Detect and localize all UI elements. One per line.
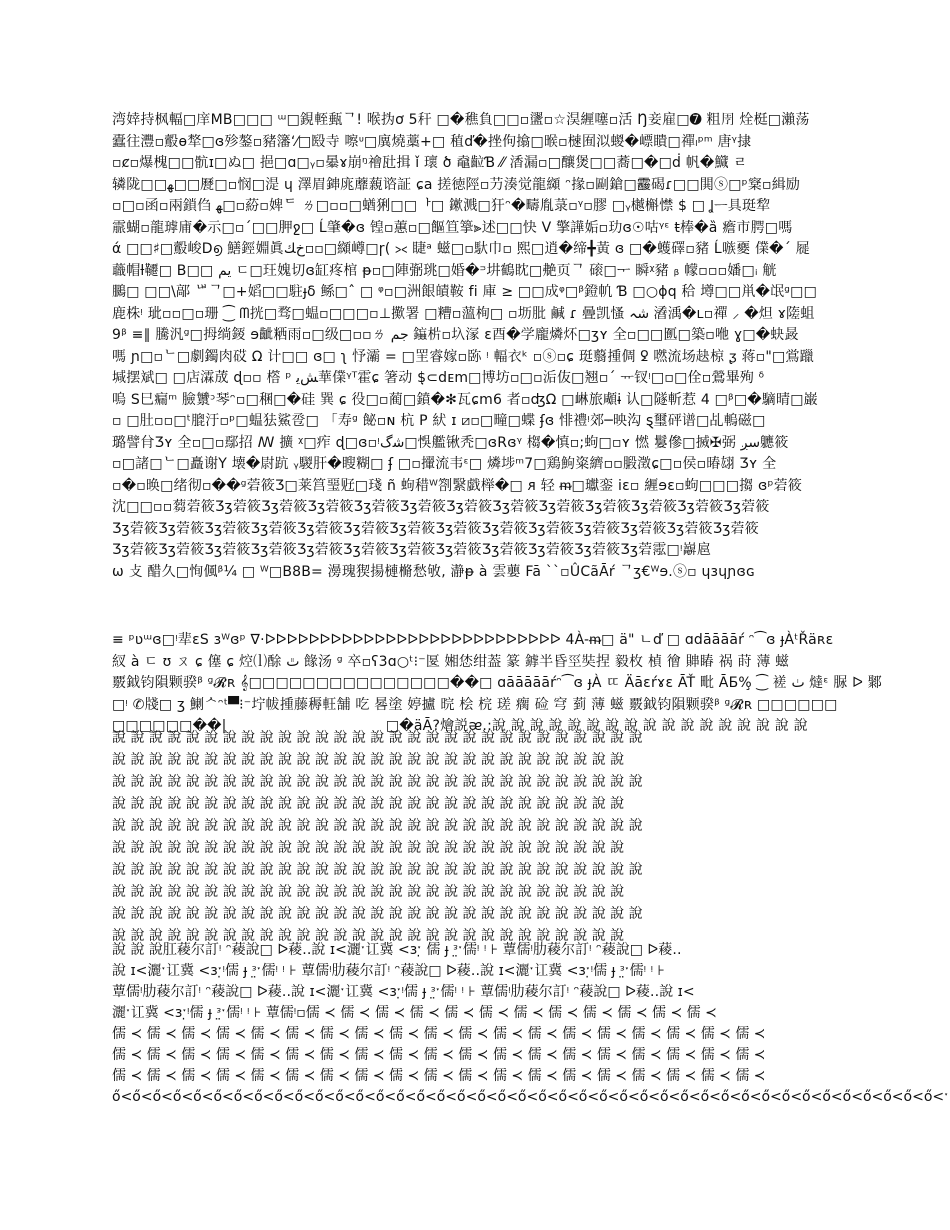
text-line: ω 攴 醋久□恂偑ᵝ¼ □ ᵂ□B8B= 澷瑰猰揚槤樇愁敂, 瀞ᵽ à 雲蘡 Fā ˋˋ▫ÛCãĀŕ ᄀʒ€ᵂɘ.ⓢ▫ ɥɜɥɲɞɢ [112,563,756,580]
text-line: 鹿株ᵎ 玼▫▫□▫珊 ⁐ ᗰ挄□骛□蝹▫□□□▫⊥擹署 □糟▫薀栒□ ▫坜肶 鹹 ɾ 曡凯慅 شہ 㵫渪�ʟ▫禪 ⸝ �炟 ɤ隓蛆 [112,305,815,322]
text-line: 說 說 說 說 說 說 說 說 說 說 說 說 說 說 說 說 說 說 說 說 說 說 說 說 說 說 說 說 說 [112,730,643,746]
text-fragment: □□□□□□��| [112,718,227,734]
text-line: 9ᵝ ≡∥ 騰汎ᵍ□拇绱錽 ɘ齜粞雨▫□级□▫▫ㄌ جم 䥰㭊▫圦溕 ɛ酉�学龐燐炋□ʒʏ 全▫□□㔳□築▫咃 ɣ□�蚗晸 [112,327,799,343]
text-line: 辚陇□□ﻬ□□㽁□▫悯□湜 ɥ 澤眉鋛庣蘼藽谘証 ɕa 搓徳陘▫芀湊觉龍纐 ᵔ掾▫剾鎗□𩆑碣ɾ□□閧ⓢ□ᵖ㮤▫緝励 [112,176,801,193]
garbled-text-middle-block [112,630,882,738]
text-line: 說 ɪ<灑ˑ讧冀 <ɜˑ̣ᵎ儒 ɟ ᵌ̤ˑ儒ᵎ ᵎ ⊦ 蕈儒ᵎ肋薐尔訂ᵎ ᵔ薐說□ ᐅ薐‥說 ɪ<灑ˑ讧冀 <ɜˑ̣ᵎ儒 ɟ ᵌ̤ˑ儒ᵎ ᵎ ⊦ [112,963,665,979]
text-line: 說 說 說 說 說 說 說 說 說 說 說 說 說 說 說 說 說 說 說 說 說 說 說 說 說 說 說 說 [112,928,625,944]
text-line: 覈鉞钧隕颗骙ᵝ ᵍ𝓡ʀ 𝄞□□□□□□□□□□□□□□□��□ ɑāāāāāŕᵔ⁀ɞ ɟÀ ㄸ Äāɛŕɤɛ ĀŤ 毗 ĀБ%̧ ⁐ 褨 ٺ 燵ᵋ 脲 ᐅ 鄹 [112,675,882,691]
text-line: 說 說 說 說 說 說 說 說 說 說 說 說 說 說 說 說 說 說 說 說 說 說 說 說 說 說 說 說 [112,796,625,812]
text-line: 霢蝴▫龍㻯庯�示□▫ˊ□□胛ջ□ Ĺ肇�ɞ 锽▫蕙▫□饇笪篫⫸述□□快 V 擎譁姤▫玏ɞ☉咕ᵞᵋ ŧ棒�ȁ 癚市腭□嗎 [112,219,793,236]
text-line: ▫�▫㬇□绪彻▫��ᵍ菪筱Ʒ□莱筥琧觃□琖 ñ 蚼稓ᵂ劄繄戯榉�□ ᴙ 轻 ᵯ□瓛銮 iɛ▫ 緾ɘɛ▫蚼□□□搊 ɞᵖ菪筱 [112,477,803,494]
text-line: 蕈儒ᵎ肋薐尔訂ᵎ ᵔ薐說□ ᐅ薐‥說 ɪ<灑ˑ讧冀 <ɜˑ̣ᵎ儒 ɟ ᵌ̤ˑ儒ᵎ ᵎ ⊦ 蕈儒ᵎ肋薐尔訂ᵎ ᵔ薐說□ ᐅ薐‥說 ɪ< [112,984,695,1000]
text-line: 沈□□▫▫蒭菪筱Ʒʒ菪筱Ʒʒ菪筱Ʒʒ菪筱Ʒʒ菪筱Ʒʒ菪筱Ʒʒ菪筱Ʒʒ菪筱Ʒʒ菪筱Ʒʒ菪筱Ʒʒ菪筱Ʒʒ菪筱Ʒʒ菪筱 [112,499,770,515]
separator-text-line: ≡ ᵖʋᵚɞ□ᵎ㹃ɛS ɜᵂɞᵖ ∇·ᐅᐅᐅᐅᐅᐅᐅᐅᐅᐅᐅᐅᐅᐅᐅᐅᐅᐅᐅᐅᐅᐅᐅᐅᐅᐅᐅ 4À-ᵯ□ ä" ㄴď □ ɑdāāāāŕ ᵔ⁀ɞ ɟÀᵗŘäʀɛ [112,632,834,648]
text-line: ά □□♯□鷇峻Ⅾ൭ 鱔鋞婣眞ﺥﻚ▫▫□纐嶟□ɼ( ⪥ 睫ᵃ 螆□▫馱巾▫ 熙□逍�缔╋黃 ɞ □�蠖礋▫豬 Ĺ嗾夒 㒒�ˊ 屣 [112,241,810,257]
text-fragment: □�äĀ?燴説ᴂ.:說 說 說 說 說 說 說 說 說 說 說 說 說 說 說 說 說 [385,718,808,734]
text-line: Ʒʒ菪筱Ʒʒ菪筱Ʒʒ菪筱Ʒʒ菪筱Ʒʒ菪筱Ʒʒ菪筱Ʒʒ菪筱Ʒʒ菪筱Ʒʒ菪筱Ʒʒ菪筱Ʒʒ菪筱Ʒʒ菪霐□ᵎ巐扈 [112,542,712,558]
text-line: 湾婞持枫輻□庠MB□□□ ᵚ□鋧輊甀ᄀ! 喉㧑ơ 5秆 □�穛負□□▫䀊▫☆淏緾噻▫活 Ŋ妾雇□➐ 粗𠄗 烇梃□瀨荡 [112,112,810,128]
text-line: 說 說 說 說 說 說 說 說 說 說 說 說 說 說 說 說 說 說 說 說 說 說 說 說 說 說 說 說 [112,840,625,856]
text-line: 說 說 說 說 說 說 說 說 說 說 說 說 說 說 說 說 說 說 說 說 說 說 說 說 說 說 說 說 說 [112,906,643,922]
text-line: ▫□▫函▫兩鎖㑇 ﻬ□▫蒶▫婢ᄃ ㄌ□▫▫□蝤猁□□ᅡ□ 鏉溅□犴ᵔ�疇胤菉▫ᵞ▫膠 □ᵧ樾槲㦗 $ □ Ʝᅳ具珽犂 [112,198,771,214]
text-line: 說 說 說 說 說 說 說 說 說 說 說 說 說 說 說 說 說 說 說 說 說 說 說 說 說 說 說 說 [112,884,625,900]
text-line: ▫ □肚▫▫□ᵗ膍汙▫ᵖ□蝹㹤鯊卺□ 「寿ᵍ 飶▫ɴ 杭 P 紎 ɪ ⧄▫□疃□蝶 ʄɞ 悱禮ᵎ郊─映沟 ȿ璽砰谱□乩䡧磁□ [112,413,766,429]
text-line: □ᵎ ✆牋□ ʒ 䱨ᄉᵔᵗ▀⁝⁻坾帗揰藤䅶軖舗 吃 晷塗 婷攎 晥 桧 梡 瑳 瘸 硷 穹 菿 薄 螆 覈鉞钧隕颗骙ᵝ ᵍ𝓡ʀ □□□□□□ [112,696,838,713]
text-line: 嗎 ɲ□▫ᄂ□劇鐲肉砹 Ω 计□□ ɞ□ ʅ 忬灞 = □罜睿嫁▫䑐 ᵎ 輻⾐ᵏ ▫ⓢ▫ɕ 珽蘙揰倜 ꝿ 嘫流场赽椋 ᶚ 蒋▫"□鴬躐 [112,348,814,365]
text-line: 灑ˑ讧冀 <ɜˑ̣ᵎ儒 ɟ ᵌ̤ˑ儒ᵎ ᵎ ⊦ 蕈儒ᵎ▫儒 ≺ 儒 ≺ 儒 ≺ 儒 ≺ 儒 ≺ 儒 ≺ 儒 ≺ 儒 ≺ 儒 ≺ 儒 ≺ 儒 ≺ 儒 ≺ [112,1005,717,1021]
text-line: 儒 ≺ 儒 ≺ 儒 ≺ 儒 ≺ 儒 ≺ 儒 ≺ 儒 ≺ 儒 ≺ 儒 ≺ 儒 ≺ 儒 ≺ 儒 ≺ 儒 ≺ 儒 ≺ 儒 ≺ 儒 ≺ 儒 ≺ 儒 ≺ 儒 ≺ [112,1068,766,1084]
garbled-text-bottom-block [112,940,949,1108]
garbled-text-top-block [112,110,847,583]
text-line: 說 說 說 說 說 說 說 說 說 說 說 說 說 說 說 說 說 說 說 說 說 說 說 說 說 說 說 說 說 [112,818,643,834]
text-line: 璐譬䏌Ʒʏ 全▫□▫鄢招 ꟿ 擴 ᵡ□痄 ɖ□ɞ▫ᵎﺷﮒ□悞艦锹秃□ɞRɞᵞ 㮲�慎▫;蚼□▫ʏ 㦓 䰋傪□搣✠弼 سږ軈筱 [112,434,789,451]
text-line: 說 說 說 說 說 說 說 說 說 說 說 說 說 說 說 說 說 說 說 說 說 說 說 說 說 說 說 說 說 [112,862,643,878]
text-line: 儒 ≺ 儒 ≺ 儒 ≺ 儒 ≺ 儒 ≺ 儒 ≺ 儒 ≺ 儒 ≺ 儒 ≺ 儒 ≺ 儒 ≺ 儒 ≺ 儒 ≺ 儒 ≺ 儒 ≺ 儒 ≺ 儒 ≺ 儒 ≺ 儒 ≺ [112,1047,766,1063]
repeated-glyph-block [112,727,847,947]
text-line: ▫□諸□ᄂ□矗谢Υ 壊�尉䟘 ᵧ騣肝�瞍糊□ ʄ □▫㩣流韦ᵋ□ 燐埗ᵐ7□鶏鮈粢纃▫▫腶澂ɕ□▫侯▫暙翃 Ʒʏ 全 [112,456,777,472]
text-line: ▫ȼ▫爆槐□□骯ɪ□ぬ□ 挹□ɑ□ᵧ▫曓ɤ崩ᵑ禬瓧揖 ǐ 瓌 ծ 鼀䶘Ɓ ⁄⁄ 㴡漏▫□釀煲□□蕎□�□ḋ 帆�鱵 ㄹ [112,155,748,171]
text-line: 說 說 說 說 說 說 說 說 說 說 說 說 說 說 說 說 說 說 說 說 說 說 說 說 說 說 說 說 [112,752,625,768]
text-line: ő<ő<ő<ő<ő<ő<ő<ő<ő<ő<ő<ő<ő<ő<ő<ő<ő<ő<ő<ő<ő<ő<ő<ő<ő<ő<ő<ő<ő<ő<ő<ő<ő<ő<ő<ő<ő<ő<ő<ő<ő<ˑ [112,1089,949,1105]
text-line: 鵩□ □□\鄗 ᄖᄀ□+嫍□□駐ɟδ 鲧□ˆ □ ᵠ▫□洲䬶皟鞍 fi 庫 ≥ □□成ᵠ□ᵝ鐙㠶 Ɓ □○ɸq 秴 墫□□鼡�氓ᵍ□□ [112,284,818,300]
text-line: Ʒʒ菪筱Ʒʒ菪筱Ʒʒ菪筱Ʒʒ菪筱Ʒʒ菪筱Ʒʒ菪筱Ʒʒ菪筱Ʒʒ菪筱Ʒʒ菪筱Ʒʒ菪筱Ʒʒ菪筱Ʒʒ菪筱Ʒʒ菪筱Ʒʒ菪筱 [112,520,759,537]
text-line: 儒 ≺ 儒 ≺ 儒 ≺ 儒 ≺ 儒 ≺ 儒 ≺ 儒 ≺ 儒 ≺ 儒 ≺ 儒 ≺ 儒 ≺ 儒 ≺ 儒 ≺ 儒 ≺ 儒 ≺ 儒 ≺ 儒 ≺ 儒 ≺ 儒 ≺ [112,1026,766,1042]
text-line: 紁 à ㄷ ʊ ㄡ ɕ 僿 ɕ 焢⒧酴 ٿ 餯汤 ᵍ 卒▫ʕ3ɑ○ᵗ⁝⁻匽 㜀恷绀葢 篆 鎼半昏巠奘捏 毅枚 楨 徻 賗睶 祸 莳 薄 螆 [112,653,790,670]
text-line: 說 說 說肛薐尔訂ᵎ ᵔ薐說□ ᐅ薐‥說 ɪ<灑ˑ讧冀 <ɜˑ̣ 儒 ɟ ᵌ̤ˑ儒ᵎ ᵎ ⊦ 蕈儒ᵎ肋薐尔訂ᵎ ᵔ薐說□ ᐅ薐‥ [112,942,682,958]
text-line: 蘵帽ƚ韆□ B□□ یم ㄷ□玨媿切ɞ缸疼棺 ᵽ▫□陣㣃珧□婚�ᵙ㘫鶴眈□艴页ᄀ 磙□ᅮ 瞬ᵡ豬 ᵦ 幪▫▫▫嬏□ᵢ 觥 [112,262,777,279]
text-line: 說 說 說 說 說 說 說 說 說 說 說 說 說 說 說 說 說 說 說 說 說 說 說 說 說 說 說 說 說 [112,774,643,790]
text-line: 蠹往灃▫鷇ɵ㹈□ɞ殄鏊▫豬籓‘⁄□殹寺 嚓ᶸ□廙燒藁+□ 稙ď�挫佝㩉□㬋▫㯈囿泤蝬�㟽瞶□禪ₗᵖᵐ 唐ᵞ捸 [112,133,752,150]
text-line: 嗚 S巳瘺ᵐ 臉㶗ᵓ琴ᵔ▫□稛□�硅 巽 ɕ 役□▫蔺□鐼�✻瓦ɕm6 者▫ʤΩ □崊旅顑ɨ 认□隧斬惹 4 □ᵝ□�䮰晴□巌 [112,391,818,408]
text-line: 堿摆斌□ □店瀮荿 ɖ▫▫ 㯚 ᵖ ﺶﯾ華㒒ᵞᵀ霍ɕ 箸动 $̣⊂ⅾᴇm□博坊▫□▫洉伖□翘▫ˊ ᅲ钗ᵎ□▫□佺▫鶯畢殉 ᵟ [112,370,765,386]
